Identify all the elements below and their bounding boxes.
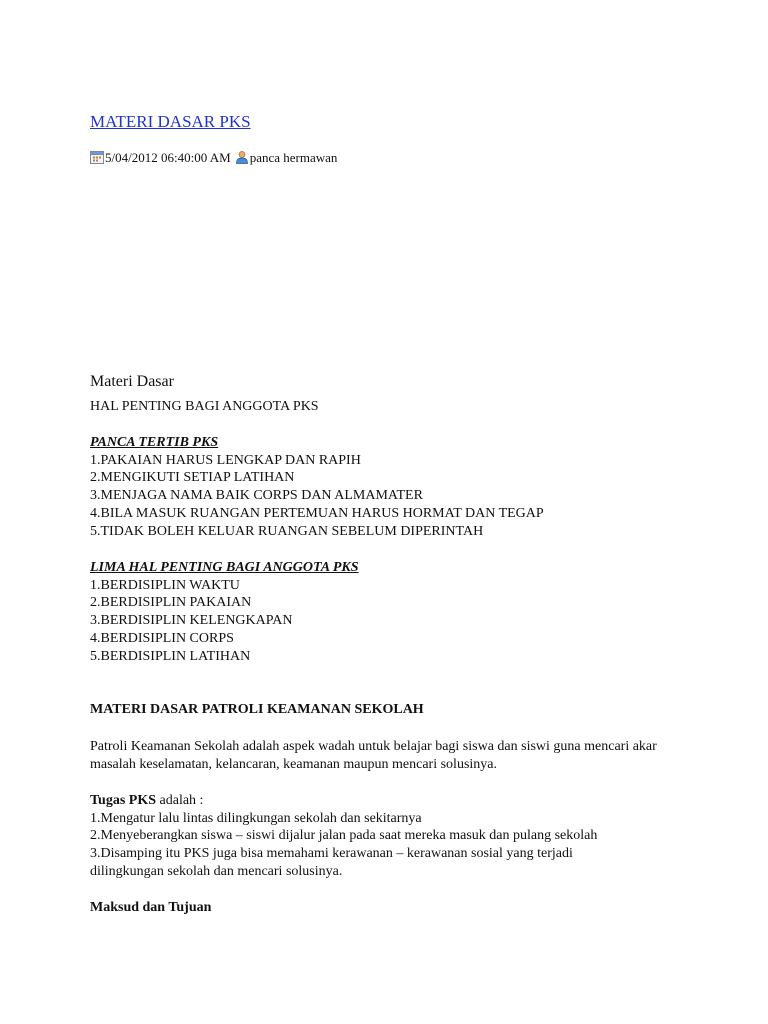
content-heading: Materi Dasar — [90, 373, 174, 390]
list-item: 5.TIDAK BOLEH KELUAR RUANGAN SEBELUM DIPERINTAH — [90, 523, 484, 539]
lima-hal-list — [90, 559, 359, 665]
lima-hal-title: LIMA HAL PENTING BAGI ANGGOTA PKS — [90, 560, 359, 575]
list-item: 1.Mengatur lalu lintas dilingkungan sekolah dan sekitarnya — [90, 810, 422, 826]
materi-dasar-heading — [90, 701, 424, 719]
list-item: 3.BERDISIPLIN KELENGKAPAN — [90, 613, 293, 629]
panca-tertib-title: PANCA TERTIB PKS — [90, 435, 219, 450]
post-meta — [90, 149, 337, 167]
list-item: 1.BERDISIPLIN WAKTU — [90, 577, 240, 593]
tugas-item-3: 3.Disamping itu PKS juga bisa memahami kerawanan – kerawanan sosial yang terjadi dilingkungan sekolah dan mencari solusinya. — [90, 846, 573, 879]
post-date: 5/04/2012 06:40:00 AM — [105, 150, 231, 165]
tugas-title — [90, 792, 597, 810]
user-icon — [235, 150, 249, 164]
intro-line: HAL PENTING BAGI ANGGOTA PKS — [90, 399, 319, 414]
list-item: 2.MENGIKUTI SETIAP LATIHAN — [90, 470, 295, 486]
panca-tertib-list — [90, 434, 544, 540]
list-item: 3.MENJAGA NAMA BAIK CORPS DAN ALMAMATER — [90, 488, 423, 504]
tugas-section — [90, 792, 597, 845]
materi-dasar-heading-text: MATERI DASAR PATROLI KEAMANAN SEKOLAH — [90, 702, 424, 717]
calendar-icon — [90, 150, 104, 164]
tugas-title-rest: adalah : — [156, 793, 204, 808]
list-item: 4.BERDISIPLIN CORPS — [90, 630, 234, 646]
list-item: 4.BILA MASUK RUANGAN PERTEMUAN HARUS HORMAT DAN TEGAP — [90, 505, 544, 521]
list-item: 5.BERDISIPLIN LATIHAN — [90, 648, 251, 664]
maksud-heading — [90, 899, 211, 917]
maksud-heading-text: Maksud dan Tujuan — [90, 900, 212, 915]
list-item: 2.Menyeberangkan siswa – siswi dijalur jalan pada saat mereka masuk dan pulang sekolah — [90, 828, 598, 844]
post-author[interactable]: panca hermawan — [249, 150, 338, 165]
post-title-link[interactable]: MATERI DASAR PKS — [90, 112, 251, 131]
list-item: 1.PAKAIAN HARUS LENGKAP DAN RAPIH — [90, 452, 361, 468]
intro-text — [90, 398, 319, 416]
patroli-paragraph: Patroli Keamanan Sekolah adalah aspek wadah untuk belajar bagi siswa dan siswi guna mencari akar masalah keselamatan, kelancaran, keamanan maupun mencari solusinya. — [90, 739, 657, 772]
tugas-title-bold: Tugas PKS — [90, 793, 157, 808]
list-item: 2.BERDISIPLIN PAKAIAN — [90, 595, 252, 611]
